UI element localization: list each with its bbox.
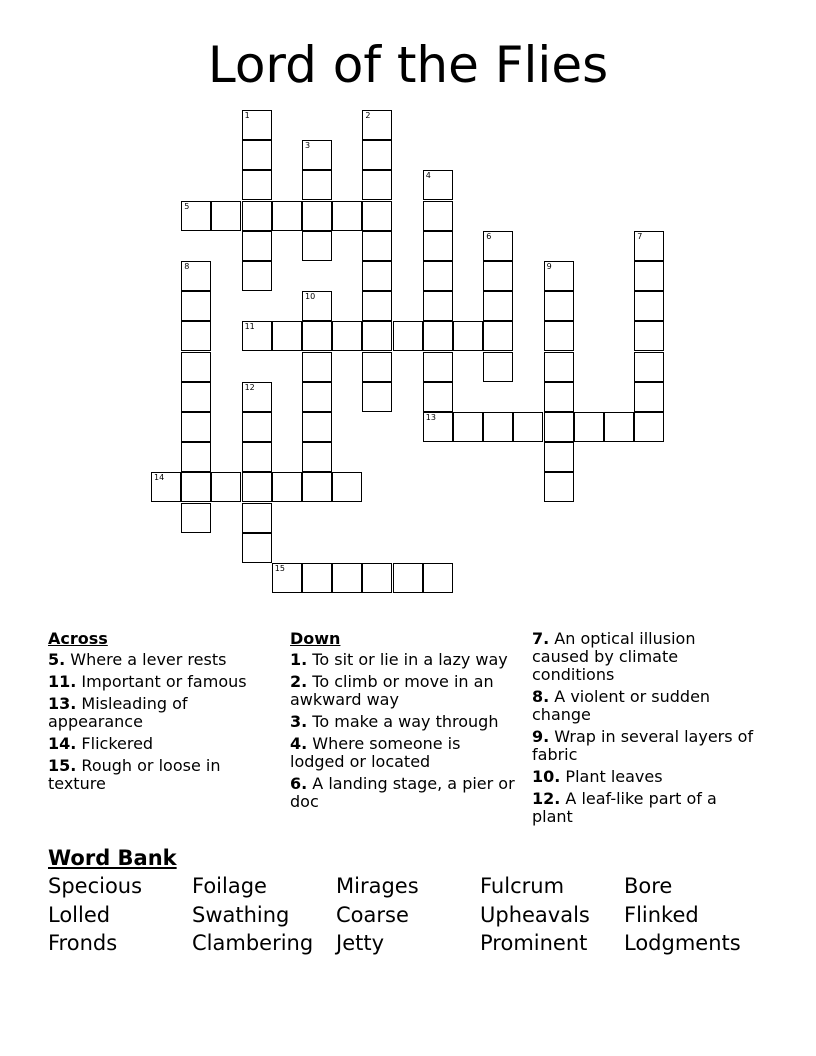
clue-text: An optical illusion caused by climate conditions	[532, 629, 696, 684]
grid-cell[interactable]	[242, 201, 272, 231]
clue-number: 6.	[290, 774, 308, 793]
clue-item	[290, 775, 515, 811]
grid-cell[interactable]	[302, 563, 332, 593]
grid-cell[interactable]	[302, 442, 332, 472]
word-bank-word: Flinked	[624, 902, 699, 927]
across-heading: Across	[48, 629, 108, 648]
grid-cell[interactable]	[634, 261, 664, 291]
word-bank-word: Fronds	[48, 931, 118, 955]
grid-cell[interactable]	[242, 261, 272, 291]
grid-cell[interactable]	[574, 412, 604, 442]
grid-cell[interactable]	[423, 412, 453, 442]
clue-item	[48, 695, 273, 731]
clue-item	[48, 735, 273, 753]
grid-cell[interactable]	[634, 291, 664, 321]
grid-cell[interactable]	[393, 321, 423, 351]
clue-number: 15.	[48, 756, 77, 775]
grid-cell[interactable]	[634, 382, 664, 412]
clue-text: Misleading of appearance	[48, 694, 188, 731]
clue-number: 10.	[532, 767, 561, 786]
clue-item	[48, 673, 273, 691]
grid-cell[interactable]	[211, 201, 241, 231]
clue-text: A violent or sudden change	[532, 687, 711, 724]
grid-cell[interactable]	[272, 321, 302, 351]
grid-cell[interactable]	[483, 352, 513, 382]
clue-number: 13.	[48, 694, 77, 713]
clue-number: 15	[274, 564, 285, 573]
word-bank-word: Foilage	[192, 874, 267, 898]
clue-number: 9	[546, 262, 552, 271]
grid-cell[interactable]	[483, 231, 513, 261]
grid-cell[interactable]	[211, 472, 241, 502]
word-bank-word: Lodgments	[624, 931, 741, 955]
grid-cell[interactable]	[242, 170, 272, 200]
grid-cell[interactable]	[332, 321, 362, 351]
grid-cell[interactable]	[332, 472, 362, 502]
clue-number: 12	[244, 382, 255, 392]
clue-number: 8.	[532, 687, 550, 706]
clue-number: 14	[154, 473, 165, 483]
word-bank-word: Jetty	[336, 931, 385, 955]
grid-cell[interactable]	[362, 563, 392, 593]
clue-text: Flickered	[76, 734, 154, 753]
clue-number: 1	[244, 111, 250, 120]
clue-number: 4.	[290, 734, 308, 753]
grid-cell[interactable]	[483, 261, 513, 291]
grid-cell[interactable]	[302, 291, 332, 321]
clue-number: 13	[425, 413, 436, 422]
clue-text: Where someone is lodged or located	[290, 734, 461, 771]
grid-cell[interactable]	[544, 291, 574, 321]
word-bank-word: Specious	[48, 874, 143, 898]
grid-cell[interactable]	[242, 321, 272, 351]
grid-cell[interactable]	[544, 261, 574, 291]
grid-cell[interactable]	[544, 412, 574, 442]
grid-cell[interactable]	[181, 412, 211, 442]
clue-number: 5.	[48, 650, 66, 669]
grid-cell[interactable]	[423, 563, 453, 593]
grid-cell[interactable]	[362, 291, 392, 321]
grid-cell[interactable]	[604, 412, 634, 442]
clue-text: Important or famous	[76, 672, 247, 691]
clue-number: 12.	[532, 789, 561, 808]
clue-number: 2	[365, 111, 371, 120]
grid-cell[interactable]	[362, 170, 392, 200]
clue-number: 10	[305, 292, 316, 302]
clue-item	[532, 630, 757, 684]
grid-cell[interactable]	[181, 261, 211, 291]
grid-cell[interactable]	[302, 412, 332, 442]
grid-cell[interactable]	[634, 352, 664, 382]
clue-number: 11	[244, 322, 255, 332]
word-bank-word: Fulcrum	[480, 874, 565, 898]
clue-number: 7.	[532, 629, 550, 648]
clue-item	[532, 688, 757, 724]
clue-number: 8	[184, 262, 190, 271]
grid-cell[interactable]	[362, 261, 392, 291]
grid-cell[interactable]	[302, 382, 332, 412]
clue-item	[532, 768, 757, 786]
clue-item	[48, 757, 273, 793]
grid-cell[interactable]	[272, 563, 302, 593]
grid-cell[interactable]	[302, 140, 332, 170]
clue-text: Where a lever rests	[65, 650, 227, 669]
grid-cell[interactable]	[423, 382, 453, 412]
clue-item	[290, 651, 515, 669]
grid-cell[interactable]	[453, 321, 483, 351]
word-bank-title: Word Bank	[48, 846, 177, 870]
clue-number: 2.	[290, 672, 308, 691]
clue-number: 4	[425, 171, 431, 181]
clue-text: Rough or loose in texture	[48, 756, 221, 793]
clue-text: To climb or move in an awkward way	[290, 672, 494, 709]
grid-cell[interactable]	[181, 442, 211, 472]
grid-cell[interactable]	[302, 321, 332, 351]
clue-item	[48, 651, 273, 669]
grid-cell[interactable]	[242, 503, 272, 533]
down-clues-continued	[532, 630, 757, 830]
down-heading: Down	[290, 629, 341, 648]
clue-text: Plant leaves	[560, 767, 663, 786]
grid-cell[interactable]	[242, 472, 272, 502]
grid-cell[interactable]	[362, 201, 392, 231]
word-bank-word: Prominent	[480, 931, 588, 955]
grid-cell[interactable]	[453, 412, 483, 442]
grid-cell[interactable]	[181, 291, 211, 321]
grid-cell[interactable]	[483, 291, 513, 321]
word-bank-word: Swathing	[192, 902, 290, 927]
grid-cell[interactable]	[242, 231, 272, 261]
clue-text: To make a way through	[307, 712, 499, 731]
grid-cell[interactable]	[423, 201, 453, 231]
clue-item	[290, 713, 515, 731]
grid-cell[interactable]	[423, 231, 453, 261]
word-bank-word: Clambering	[192, 931, 314, 955]
grid-cell[interactable]	[513, 412, 543, 442]
grid-cell[interactable]	[423, 352, 453, 382]
clue-number: 11.	[48, 672, 77, 691]
clue-item	[290, 673, 515, 709]
clue-item	[290, 735, 515, 771]
grid-cell[interactable]	[242, 412, 272, 442]
grid-cell[interactable]	[272, 201, 302, 231]
grid-cell[interactable]	[181, 382, 211, 412]
clue-text: To sit or lie in a lazy way	[307, 650, 508, 669]
clue-text: A landing stage, a pier or doc	[290, 774, 515, 811]
clue-text: A leaf-like part of a plant	[532, 789, 717, 826]
grid-cell[interactable]	[362, 110, 392, 140]
word-bank-word: Mirages	[336, 874, 419, 898]
grid-cell[interactable]	[181, 472, 211, 502]
clue-number: 1.	[290, 650, 308, 669]
word-bank-word: Coarse	[336, 902, 409, 927]
across-clues	[48, 630, 273, 797]
clue-number: 7	[637, 231, 643, 241]
grid-cell[interactable]	[423, 261, 453, 291]
grid-cell[interactable]	[483, 321, 513, 351]
grid-cell[interactable]	[272, 472, 302, 502]
grid-cell[interactable]	[483, 412, 513, 442]
grid-cell[interactable]	[242, 533, 272, 563]
grid-cell[interactable]	[302, 231, 332, 261]
grid-cell[interactable]	[242, 110, 272, 140]
clue-number: 6	[486, 231, 492, 241]
grid-cell[interactable]	[362, 321, 392, 351]
clue-number: 3.	[290, 712, 308, 731]
grid-cell[interactable]	[393, 563, 423, 593]
grid-cell[interactable]	[302, 201, 332, 231]
grid-cell[interactable]	[634, 321, 664, 351]
grid-cell[interactable]	[362, 231, 392, 261]
grid-cell[interactable]	[362, 382, 392, 412]
grid-cell[interactable]	[242, 382, 272, 412]
clue-number: 3	[305, 141, 311, 151]
grid-cell[interactable]	[302, 352, 332, 382]
grid-cell[interactable]	[332, 201, 362, 231]
grid-cell[interactable]	[423, 321, 453, 351]
grid-cell[interactable]	[362, 352, 392, 382]
grid-cell[interactable]	[544, 382, 574, 412]
grid-cell[interactable]	[544, 472, 574, 502]
grid-cell[interactable]	[302, 170, 332, 200]
clue-item	[532, 790, 757, 826]
down-clues	[290, 630, 515, 815]
grid-cell[interactable]	[151, 472, 181, 502]
grid-cell[interactable]	[544, 352, 574, 382]
clue-text: Wrap in several layers of fabric	[532, 727, 754, 764]
grid-cell[interactable]	[544, 442, 574, 472]
grid-cell[interactable]	[634, 231, 664, 261]
grid-cell[interactable]	[332, 563, 362, 593]
clue-number: 5	[184, 201, 190, 211]
clue-number: 14.	[48, 734, 77, 753]
clue-number: 9.	[532, 727, 550, 746]
grid-cell[interactable]	[544, 321, 574, 351]
grid-cell[interactable]	[242, 140, 272, 170]
word-bank-word: Upheavals	[480, 902, 590, 927]
grid-cell[interactable]	[242, 442, 272, 472]
word-bank-word: Bore	[624, 874, 673, 898]
page-title: Lord of the Flies	[207, 36, 609, 94]
clue-item	[532, 728, 757, 764]
grid-cell[interactable]	[423, 291, 453, 321]
grid-cell[interactable]	[181, 352, 211, 382]
word-bank-word: Lolled	[48, 902, 111, 927]
grid-cell[interactable]	[362, 140, 392, 170]
grid-cell[interactable]	[634, 412, 664, 442]
grid-cell[interactable]	[181, 503, 211, 533]
grid-cell[interactable]	[181, 201, 211, 231]
grid-cell[interactable]	[302, 472, 332, 502]
grid-cell[interactable]	[181, 321, 211, 351]
grid-cell[interactable]	[423, 170, 453, 200]
